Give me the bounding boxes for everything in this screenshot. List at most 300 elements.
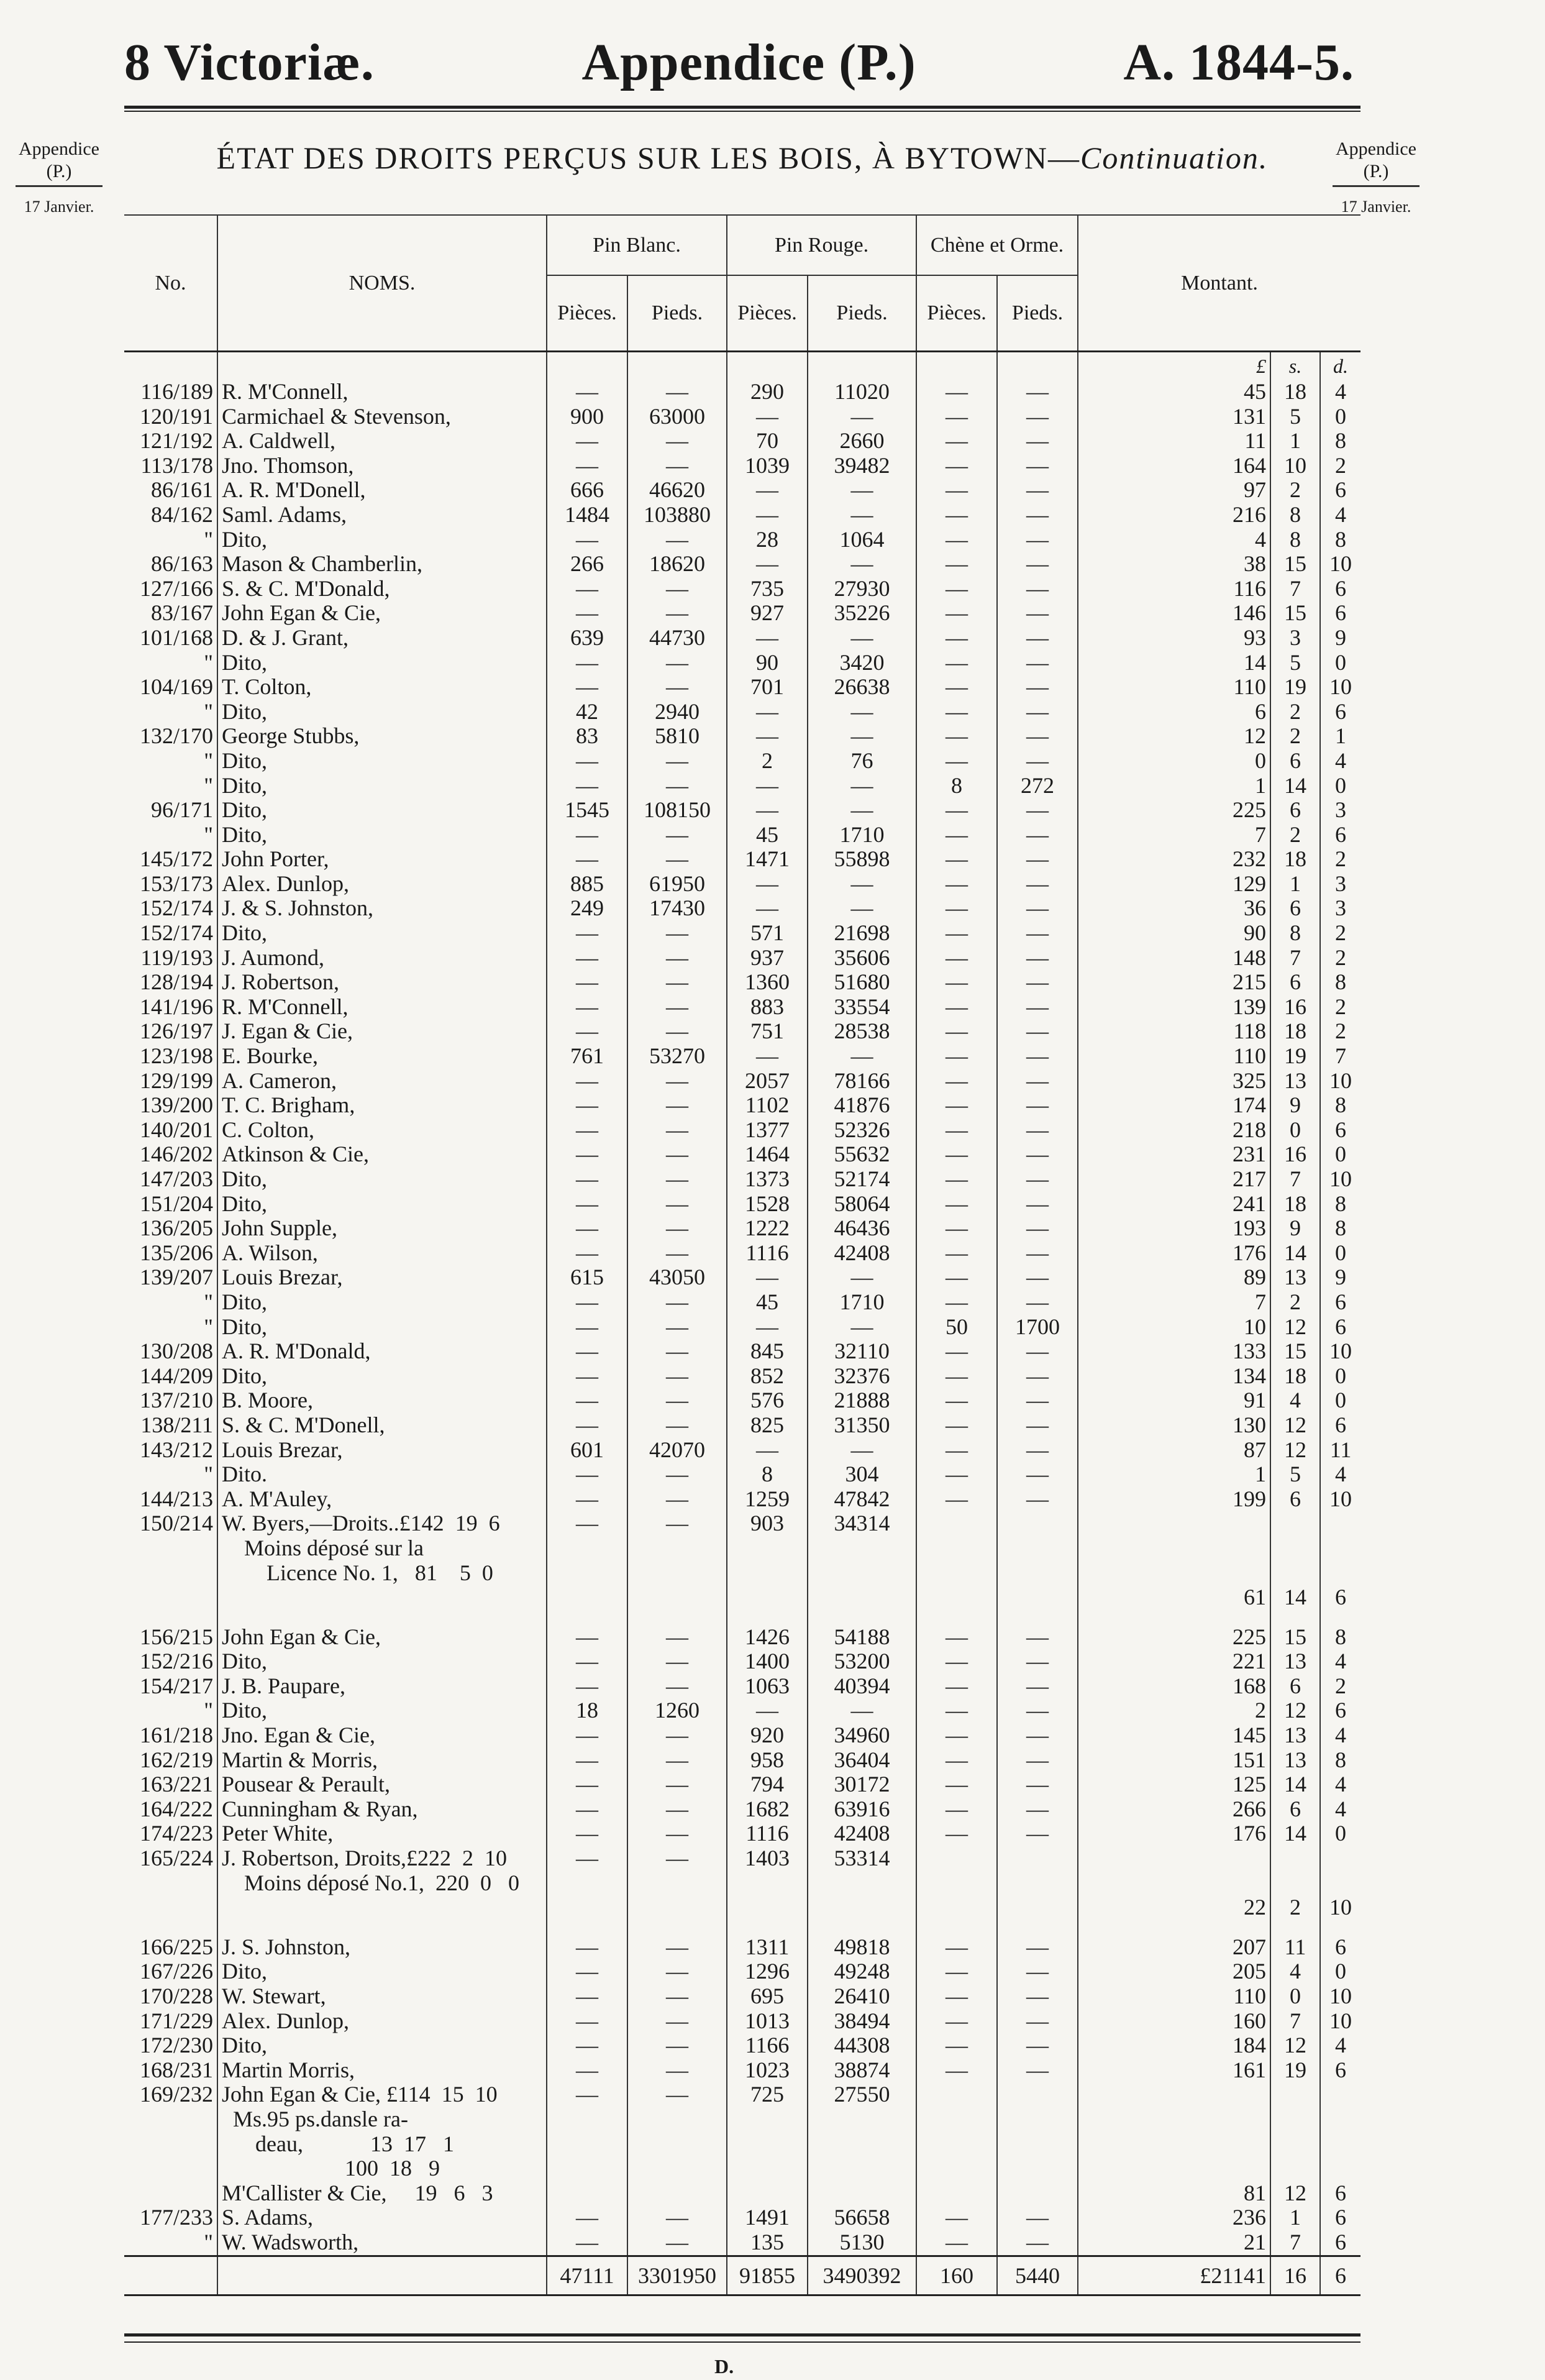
table-row	[124, 1561, 1360, 1586]
signature-mark: D.	[714, 2355, 734, 2378]
cell-cop: —	[916, 872, 997, 897]
cell-cof: 272	[997, 774, 1078, 799]
cell-cof: —	[997, 1118, 1078, 1143]
cell-name: Dito,	[217, 1167, 547, 1192]
running-header	[124, 25, 1354, 99]
cell-d: 0	[1335, 404, 1347, 429]
cell-prf	[808, 2107, 916, 2132]
cell-prp: 903	[727, 1511, 808, 1536]
cell-name: J. Robertson,	[217, 970, 547, 995]
cell-prp: —	[727, 896, 808, 921]
margin-label-right: Appendice	[1336, 139, 1416, 159]
cell-s: 15	[1270, 1339, 1320, 1364]
cell-no	[124, 2156, 217, 2181]
cell-prf: —	[808, 552, 916, 577]
cell-pbf: —	[627, 1413, 727, 1438]
cell-prp: —	[727, 503, 808, 528]
cell-d	[1320, 1561, 1360, 1586]
cell-pbp	[547, 1585, 627, 1610]
cell-cop: —	[916, 1959, 997, 1984]
cell-prf: 34314	[808, 1511, 916, 1536]
cell-cop: —	[916, 847, 997, 872]
cell-name: A. R. M'Donell,	[217, 478, 547, 503]
cell-name: Dito,	[217, 700, 547, 725]
cell-d: 8	[1335, 429, 1347, 454]
cell-pbp: —	[547, 1388, 627, 1413]
cell-s: 1	[1270, 429, 1320, 454]
total-pbf: 3301950	[627, 2256, 727, 2295]
col-pin-blanc-header: Pin Blanc.	[547, 215, 727, 275]
cell-s: 9	[1270, 1216, 1320, 1241]
cell-d: 2	[1335, 994, 1347, 1019]
cell-name: W. Stewart,	[217, 1984, 547, 2009]
cell-pbf: —	[627, 921, 727, 946]
cell-cop	[916, 2132, 997, 2157]
table-row	[124, 675, 1360, 700]
cell-pbf: —	[627, 1339, 727, 1364]
cell-prf: —	[808, 798, 916, 823]
cell-s: 19	[1270, 675, 1320, 700]
cell-pbf	[627, 1585, 727, 1610]
cell-cof	[997, 1561, 1078, 1586]
cell-prp: —	[727, 626, 808, 651]
cell-d	[1320, 2132, 1360, 2157]
cell-no: 150/214	[124, 1511, 217, 1536]
cell-l	[1078, 1511, 1270, 1536]
cell-s: 12	[1270, 2033, 1320, 2058]
cell-cof: —	[997, 946, 1078, 971]
cell-cop: —	[916, 2009, 997, 2034]
cell-no: 83/167	[124, 601, 217, 626]
cell-cof: —	[997, 577, 1078, 602]
cell-cof: —	[997, 823, 1078, 848]
cell-cop: —	[916, 528, 997, 552]
cell-no: 141/196	[124, 995, 217, 1020]
margin-brace-left	[16, 185, 103, 187]
cell-d: 8	[1335, 1093, 1347, 1118]
cell-name: 100 18 9	[217, 2156, 547, 2181]
cell-name: John Egan & Cie,	[217, 601, 547, 626]
cell-s: 2	[1270, 1290, 1320, 1315]
cell-cof: —	[997, 1364, 1078, 1389]
cell-cop	[916, 1585, 997, 1610]
cell-pbf: —	[627, 1388, 727, 1413]
cell-d: 4	[1335, 1723, 1347, 1748]
table-row	[124, 1192, 1360, 1217]
cell-cof: —	[997, 2205, 1078, 2230]
cell-prp: 45	[727, 1290, 808, 1315]
cell-d: 2	[1335, 1019, 1347, 1044]
cell-pbf: —	[627, 823, 727, 848]
table-row	[124, 1846, 1360, 1871]
cell-s: 18	[1270, 1019, 1320, 1044]
cell-cop: —	[916, 1364, 997, 1389]
cell-prp: 1528	[727, 1192, 808, 1217]
cell-pbp: 42	[547, 700, 627, 725]
cell-prp: —	[727, 1698, 808, 1723]
cell-prp: —	[727, 700, 808, 725]
cell-name: D. & J. Grant,	[217, 626, 547, 651]
cell-cof: —	[997, 1192, 1078, 1217]
cell-prp	[727, 1536, 808, 1561]
cell-cop: —	[916, 1069, 997, 1094]
cell-prf: 52174	[808, 1167, 916, 1192]
cell-pbp: —	[547, 1216, 627, 1241]
cell-s: 1	[1270, 872, 1320, 897]
cell-no: 143/212	[124, 1438, 217, 1463]
cell-s: 16	[1270, 1142, 1320, 1167]
cell-name: Peter White,	[217, 1821, 547, 1846]
cell-l: 160	[1078, 2009, 1270, 2034]
cell-prf: 76	[808, 749, 916, 774]
cell-l: 38	[1078, 552, 1270, 577]
cell-no: 139/207	[124, 1265, 217, 1290]
cell-s: 2	[1270, 1895, 1320, 1920]
cell-prf: 49248	[808, 1959, 916, 1984]
cell-name: J. Egan & Cie,	[217, 1019, 547, 1044]
cell-s	[1270, 2107, 1320, 2132]
cell-cof: —	[997, 1984, 1078, 2009]
cell-d: 8	[1335, 970, 1347, 995]
cell-cop	[916, 1871, 997, 1896]
cell-pbf: 61950	[627, 872, 727, 897]
cell-d: 0	[1335, 773, 1347, 798]
cell-s: 7	[1270, 946, 1320, 971]
cell-d: 0	[1335, 1821, 1347, 1846]
cell-cop: —	[916, 1044, 997, 1069]
cell-no: 101/168	[124, 626, 217, 651]
cell-pbp: 666	[547, 478, 627, 503]
cell-prf: —	[808, 774, 916, 799]
cell-name: Martin & Morris,	[217, 1748, 547, 1773]
table-row	[124, 1265, 1360, 1290]
cell-prp: 794	[727, 1772, 808, 1797]
cell-prf: 1710	[808, 823, 916, 848]
cell-prp: 1471	[727, 847, 808, 872]
cell-cof: —	[997, 847, 1078, 872]
cell-d: 10	[1329, 2008, 1352, 2033]
cell-prf: 32110	[808, 1339, 916, 1364]
cell-cop: —	[916, 1462, 997, 1487]
cell-cof: —	[997, 601, 1078, 626]
cell-cof: —	[997, 1241, 1078, 1266]
cell-pbp: 1545	[547, 798, 627, 823]
cell-s: 18	[1270, 1192, 1320, 1217]
cell-l: 110	[1078, 1044, 1270, 1069]
cell-pbf	[627, 1561, 727, 1586]
cell-name: Louis Brezar,	[217, 1265, 547, 1290]
cell-l: 217	[1078, 1167, 1270, 1192]
cell-l: 4	[1078, 528, 1270, 552]
header-center: Appendice (P.)	[581, 33, 916, 91]
cell-l	[1078, 1561, 1270, 1586]
cell-prf: 58064	[808, 1192, 916, 1217]
cell-d: 6	[1335, 601, 1347, 626]
cell-prf: 1064	[808, 528, 916, 552]
cell-cop: —	[916, 1388, 997, 1413]
cell-prp: 1063	[727, 1674, 808, 1699]
cell-l: 199	[1078, 1487, 1270, 1512]
cell-cof: —	[997, 1069, 1078, 1094]
cell-cop: —	[916, 503, 997, 528]
cell-s: 12	[1270, 1315, 1320, 1340]
cell-l: 266	[1078, 1797, 1270, 1822]
margin-label-left: Appendice	[19, 139, 99, 159]
unit-pounds: £	[1078, 352, 1270, 380]
cell-pbf: —	[627, 1959, 727, 1984]
cell-l: 110	[1078, 675, 1270, 700]
cell-prf: 36404	[808, 1748, 916, 1773]
cell-pbf: —	[627, 1772, 727, 1797]
cell-cof: —	[997, 1290, 1078, 1315]
cell-cop	[916, 1511, 997, 1536]
cell-name: John Egan & Cie, £114 15 10	[217, 2082, 547, 2107]
cell-prp: —	[727, 774, 808, 799]
cell-cof: —	[997, 2230, 1078, 2256]
cell-prp: 1013	[727, 2009, 808, 2034]
cell-no: "	[124, 700, 217, 725]
cell-cop: —	[916, 724, 997, 749]
cell-prp: 1039	[727, 454, 808, 478]
cell-pbp: 615	[547, 1265, 627, 1290]
cell-cop: —	[916, 2058, 997, 2083]
totals-row	[124, 2256, 1360, 2295]
cell-pbp: —	[547, 1118, 627, 1143]
cell-d: 4	[1335, 1772, 1347, 1797]
table-row	[124, 577, 1360, 602]
cell-pbp	[547, 2181, 627, 2206]
cell-prp: 695	[727, 1984, 808, 2009]
cell-pbf: —	[627, 1674, 727, 1699]
cell-pbp: 639	[547, 626, 627, 651]
table-row	[124, 1487, 1360, 1512]
cell-pbp: —	[547, 2230, 627, 2256]
cell-d: 6	[1335, 2205, 1347, 2230]
unit-shillings: s.	[1270, 352, 1320, 380]
currency-units-row	[124, 352, 1360, 380]
cell-name: J. Aumond,	[217, 946, 547, 971]
cell-pbf: —	[627, 1093, 727, 1118]
cell-cop: —	[916, 454, 997, 478]
cell-d: 2	[1335, 921, 1347, 946]
cell-l: 139	[1078, 995, 1270, 1020]
cell-no: 145/172	[124, 847, 217, 872]
cell-prp: 1296	[727, 1959, 808, 1984]
cell-cof: —	[997, 454, 1078, 478]
cell-d: 10	[1329, 1486, 1352, 1511]
total-d: 6	[1320, 2256, 1360, 2295]
cell-pbf: 18620	[627, 552, 727, 577]
cell-cop	[916, 2107, 997, 2132]
cell-prf: 304	[808, 1462, 916, 1487]
cell-name: Dito,	[217, 1959, 547, 1984]
cell-l: 215	[1078, 970, 1270, 995]
cell-no	[124, 2107, 217, 2132]
cell-l: 1	[1078, 1462, 1270, 1487]
cell-cof: —	[997, 2058, 1078, 2083]
cell-l: 10	[1078, 1315, 1270, 1340]
cell-d: 2	[1335, 1673, 1347, 1698]
cell-d: 9	[1335, 625, 1347, 650]
cell-prp: 2	[727, 749, 808, 774]
cell-no: 167/226	[124, 1959, 217, 1984]
cell-no: 121/192	[124, 429, 217, 454]
cell-s: 4	[1270, 1388, 1320, 1413]
cell-pbf: —	[627, 2009, 727, 2034]
cell-s: 2	[1270, 724, 1320, 749]
cell-cof	[997, 1895, 1078, 1920]
cell-pbp: —	[547, 1069, 627, 1094]
page-title	[124, 140, 1360, 176]
cell-pbp: —	[547, 1748, 627, 1773]
cell-l: 151	[1078, 1748, 1270, 1773]
cell-s: 5	[1270, 405, 1320, 429]
cell-pbf: 53270	[627, 1044, 727, 1069]
cell-cop: —	[916, 1797, 997, 1822]
cell-pbp: —	[547, 1290, 627, 1315]
cell-s: 14	[1270, 774, 1320, 799]
cell-no: 168/231	[124, 2058, 217, 2083]
cell-name: A. Cameron,	[217, 1069, 547, 1094]
cell-prf	[808, 1871, 916, 1896]
total-prf: 3490392	[808, 2256, 916, 2295]
cell-name: John Porter,	[217, 847, 547, 872]
cell-pbp: —	[547, 1364, 627, 1389]
cell-d	[1320, 1536, 1360, 1561]
cell-s: 15	[1270, 601, 1320, 626]
cell-pbp: —	[547, 1167, 627, 1192]
cell-pbf: —	[627, 1748, 727, 1773]
cell-pbf: 108150	[627, 798, 727, 823]
cell-d: 4	[1335, 502, 1347, 527]
cell-l: 134	[1078, 1364, 1270, 1389]
cell-cof: —	[997, 1935, 1078, 1960]
cell-name: Pousear & Perault,	[217, 1772, 547, 1797]
cell-no: "	[124, 823, 217, 848]
cell-d: 4	[1335, 1462, 1347, 1487]
table-row	[124, 1019, 1360, 1044]
cell-no: 171/229	[124, 2009, 217, 2034]
cell-prf	[808, 1585, 916, 1610]
table-row	[124, 503, 1360, 528]
cell-prp: 1464	[727, 1142, 808, 1167]
cell-s: 19	[1270, 2058, 1320, 2083]
cell-no: 170/228	[124, 1984, 217, 2009]
cell-pbp: —	[547, 1984, 627, 2009]
cell-pbp: —	[547, 1241, 627, 1266]
cell-pbf: 63000	[627, 405, 727, 429]
cell-cop: —	[916, 798, 997, 823]
cell-pbp: 266	[547, 552, 627, 577]
cell-l: 45	[1078, 380, 1270, 405]
cell-s	[1270, 2132, 1320, 2157]
cell-cop: —	[916, 1723, 997, 1748]
cell-l: 12	[1078, 724, 1270, 749]
header-right: A. 1844-5.	[1123, 33, 1354, 91]
cell-no	[124, 2181, 217, 2206]
cell-prf: 27550	[808, 2082, 916, 2107]
cell-d: 11	[1329, 1437, 1352, 1462]
cell-cop: —	[916, 675, 997, 700]
cell-pbp: —	[547, 429, 627, 454]
cell-d	[1320, 1846, 1360, 1871]
cell-cop: —	[916, 2033, 997, 2058]
cell-no: "	[124, 528, 217, 552]
cell-s: 11	[1270, 1935, 1320, 1960]
cell-cop: —	[916, 700, 997, 725]
cell-name: George Stubbs,	[217, 724, 547, 749]
total-cof: 5440	[997, 2256, 1078, 2295]
cell-s: 5	[1270, 1462, 1320, 1487]
cell-name: Dito,	[217, 749, 547, 774]
cell-cof: —	[997, 872, 1078, 897]
cell-prf: 78166	[808, 1069, 916, 1094]
cell-s: 13	[1270, 1265, 1320, 1290]
cell-pbp: —	[547, 380, 627, 405]
cell-l	[1078, 2132, 1270, 2157]
cell-prf: 34960	[808, 1723, 916, 1748]
cell-cop: —	[916, 1167, 997, 1192]
table-row	[124, 1462, 1360, 1487]
cell-l: 205	[1078, 1959, 1270, 1984]
cell-no: 172/230	[124, 2033, 217, 2058]
cell-pbf: —	[627, 380, 727, 405]
table-row	[124, 1142, 1360, 1167]
cell-prp: 1426	[727, 1625, 808, 1650]
cell-d: 10	[1329, 1167, 1352, 1191]
cell-prp: 701	[727, 675, 808, 700]
cell-s: 14	[1270, 1241, 1320, 1266]
cell-cop	[916, 1895, 997, 1920]
cell-pbf: —	[627, 675, 727, 700]
cell-d: 4	[1335, 380, 1347, 404]
cell-no: 86/161	[124, 478, 217, 503]
cell-pbp: 83	[547, 724, 627, 749]
cell-pbp: —	[547, 1019, 627, 1044]
cell-cop: —	[916, 1487, 997, 1512]
cell-no: 144/209	[124, 1364, 217, 1389]
table-row	[124, 405, 1360, 429]
cell-s: 13	[1270, 1649, 1320, 1674]
cell-cof	[997, 2132, 1078, 2157]
cell-name: Dito.	[217, 1462, 547, 1487]
cell-d: 6	[1335, 1412, 1347, 1437]
header-rule	[124, 106, 1360, 109]
cell-prf: —	[808, 1698, 916, 1723]
cell-prf: 38494	[808, 2009, 916, 2034]
cell-pbf: —	[627, 1821, 727, 1846]
cell-cof: —	[997, 380, 1078, 405]
cell-no: 162/219	[124, 1748, 217, 1773]
cell-name: Licence No. 1, 81 5 0	[217, 1561, 547, 1586]
cell-no: 164/222	[124, 1797, 217, 1822]
cell-no	[124, 1895, 217, 1920]
cell-prp: —	[727, 1315, 808, 1340]
cell-cof: —	[997, 1019, 1078, 1044]
cell-prp: 576	[727, 1388, 808, 1413]
cell-cof: —	[997, 1821, 1078, 1846]
cell-pbf: —	[627, 1315, 727, 1340]
cell-prf: —	[808, 896, 916, 921]
cell-l	[1078, 2107, 1270, 2132]
cell-s: 2	[1270, 823, 1320, 848]
cell-cop: —	[916, 1241, 997, 1266]
cell-l: 7	[1078, 1290, 1270, 1315]
cell-prf: 55632	[808, 1142, 916, 1167]
total-s: 16	[1270, 2256, 1320, 2295]
cell-name: Moins déposé No.1, 220 0 0	[217, 1871, 547, 1896]
cell-pbf: 1260	[627, 1698, 727, 1723]
